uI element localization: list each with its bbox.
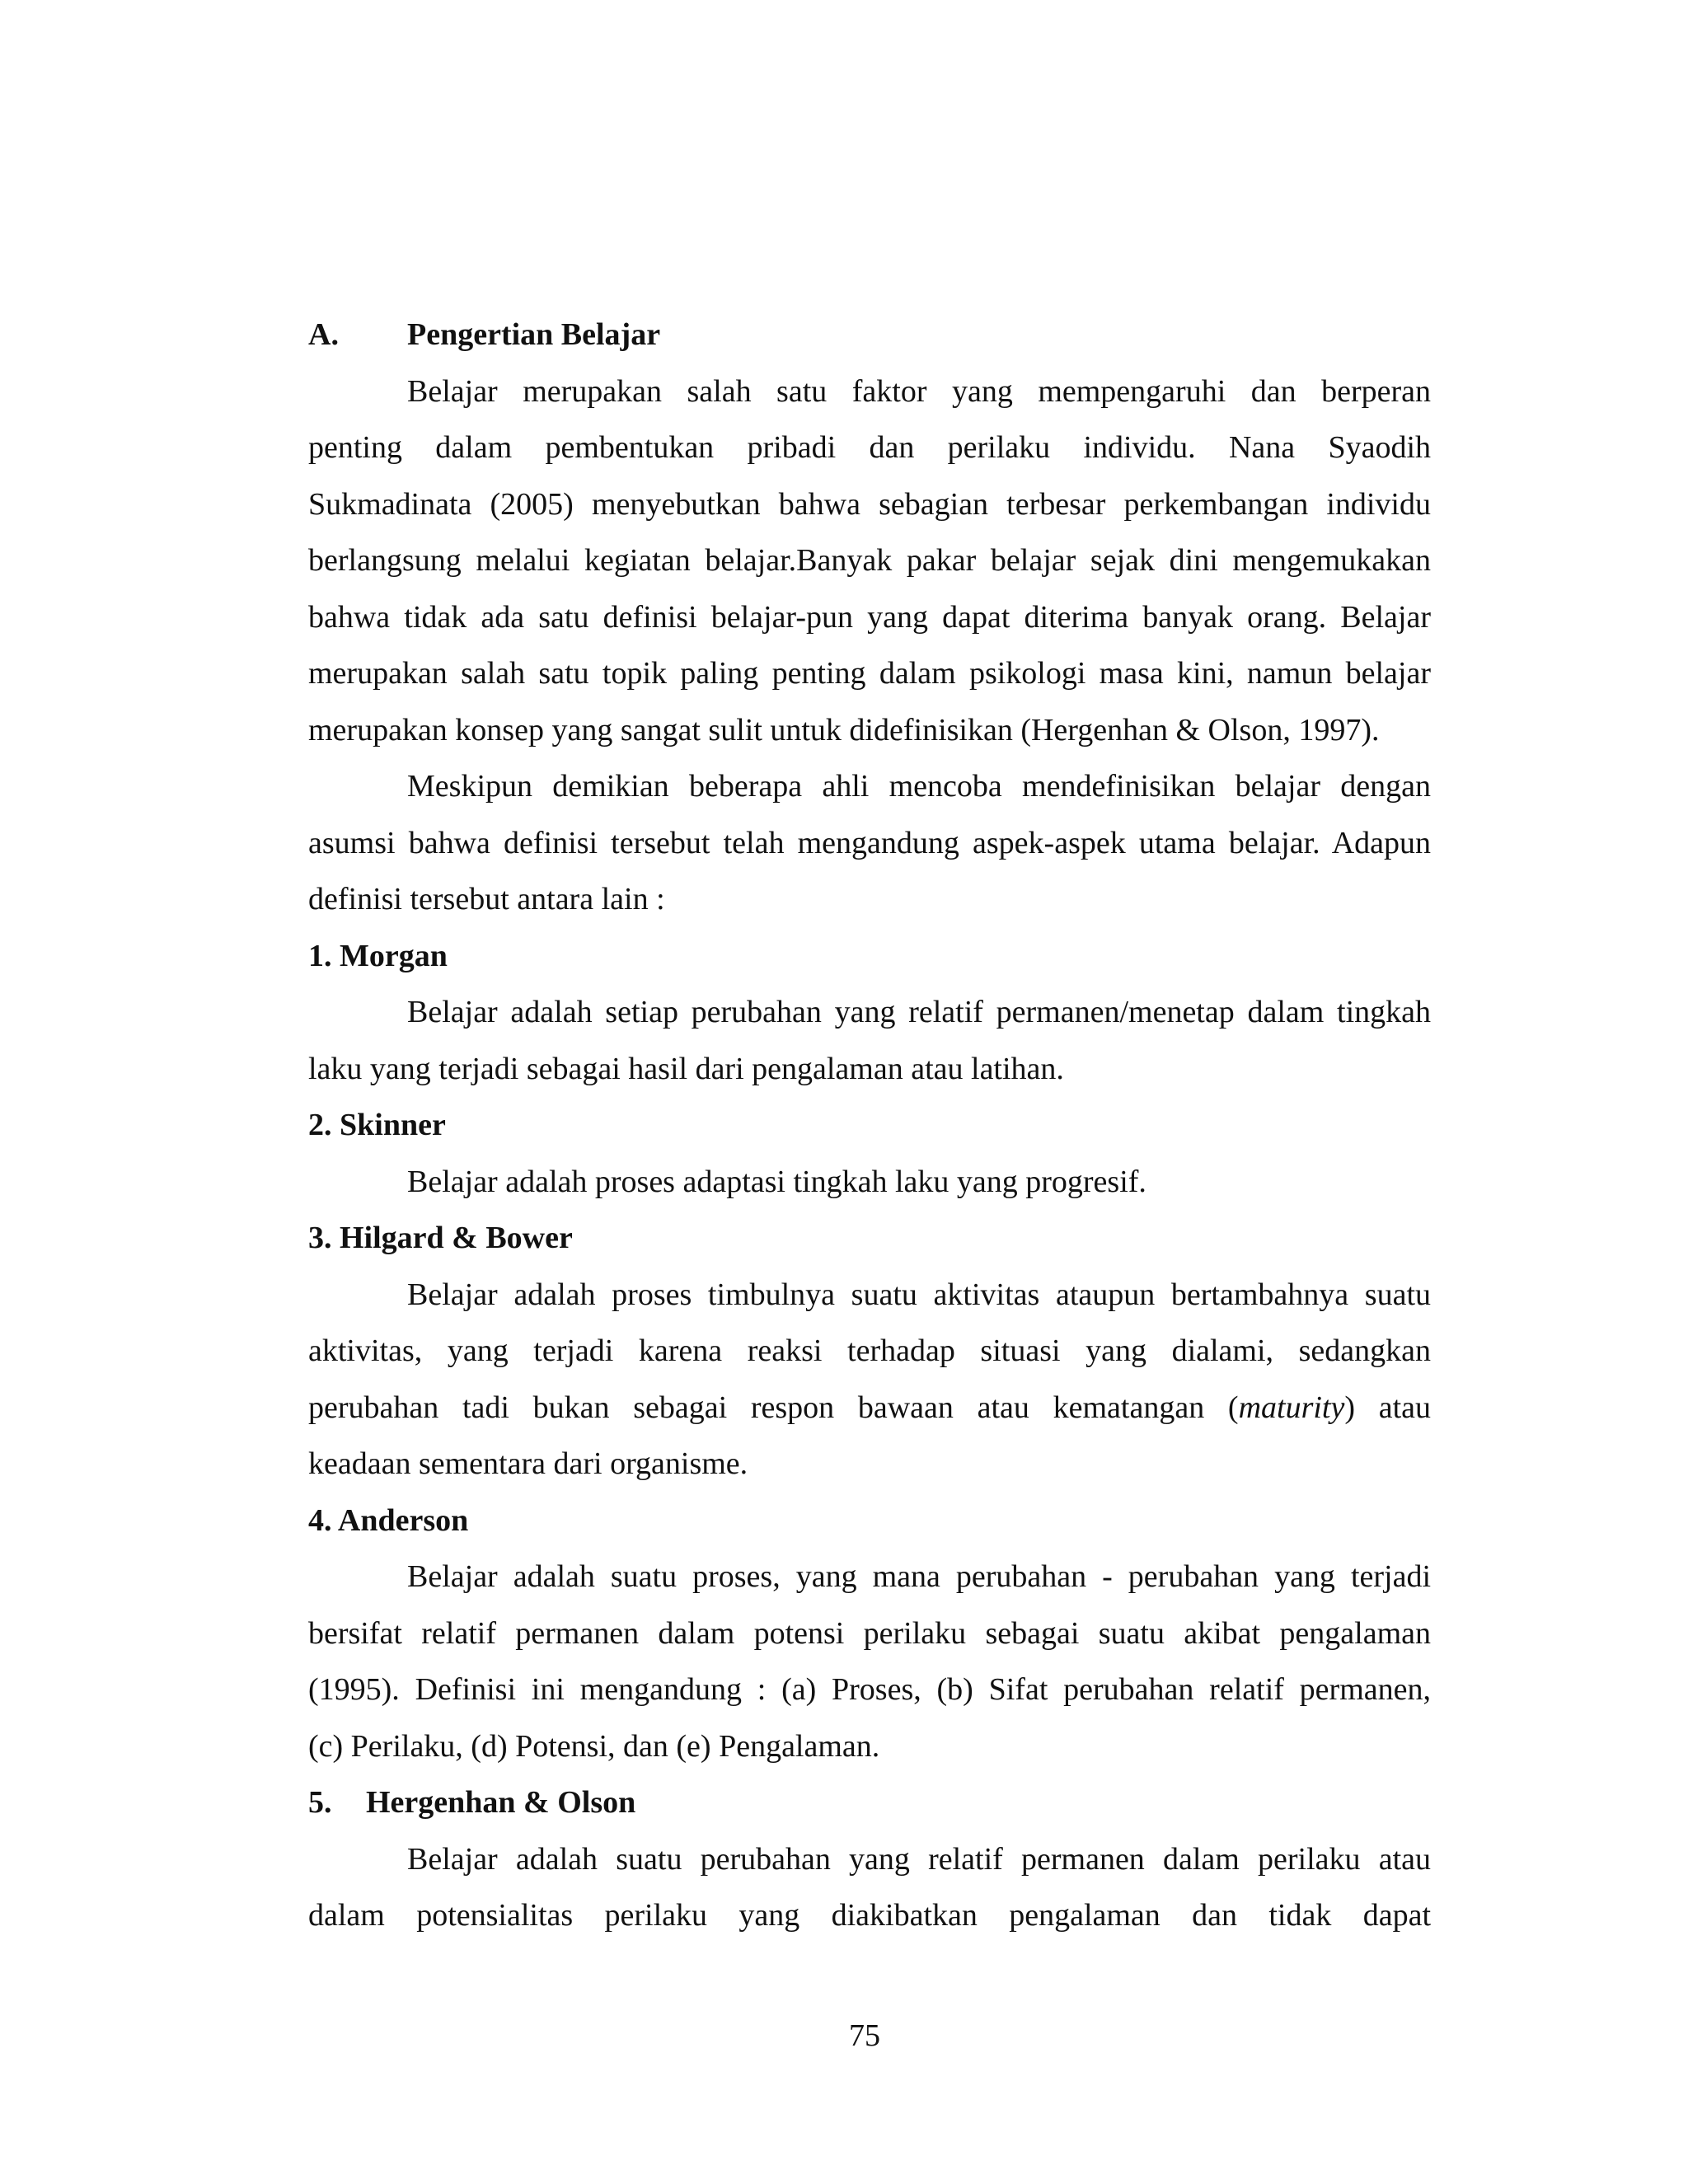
intro-line-7: merupakan konsep yang sangat sulit untuk didefinisikan (Hergenhan & Olson, 1997).	[308, 712, 1380, 748]
definition-skinner-line-1: Belajar adalah proses adaptasi tingkah laku yang progresif.	[407, 1164, 1146, 1199]
definition-5-number: 5.	[308, 1785, 332, 1820]
section-heading	[308, 307, 1431, 363]
document-page	[308, 307, 1431, 1944]
definition-anderson-line-3: (1995). Definisi ini mengandung : (a) Proses, (b) Sifat perubahan relatif permanen,	[308, 1672, 1431, 1707]
definition-hilgard-line-3-post: ) atau	[1344, 1390, 1431, 1425]
definition-hergenhan-line-1: Belajar adalah suatu perubahan yang relatif permanen dalam perilaku atau	[407, 1841, 1431, 1877]
intro-line-5: bahwa tidak ada satu definisi belajar-pun yang dapat diterima banyak orang. Belajar	[308, 599, 1431, 635]
definition-heading-skinner: 2. Skinner	[308, 1108, 446, 1142]
definition-heading-hergenhan-olson	[308, 1774, 1431, 1831]
definition-hilgard-line-4: keadaan sementara dari organisme.	[308, 1446, 748, 1481]
definition-5-name: Hergenhan & Olson	[366, 1785, 636, 1820]
intro-line-2: penting dalam pembentukan pribadi dan perilaku individu. Nana Syaodih	[308, 430, 1431, 465]
definition-heading-hilgard-bower: 3. Hilgard & Bower	[308, 1221, 573, 1255]
intro-line-3: Sukmadinata (2005) menyebutkan bahwa sebagian terbesar perkembangan individu	[308, 486, 1431, 522]
definition-hilgard-line-2: aktivitas, yang terjadi karena reaksi terhadap situasi yang dialami, sedangkan	[308, 1333, 1431, 1368]
section-title: Pengertian Belajar	[407, 317, 661, 352]
para2-line-3: definisi tersebut antara lain :	[308, 882, 665, 916]
definition-anderson-line-1: Belajar adalah suatu proses, yang mana perubahan - perubahan yang terjadi	[407, 1559, 1431, 1594]
intro-line-1: Belajar merupakan salah satu faktor yang mempengaruhi dan berperan	[407, 373, 1431, 409]
definition-hilgard-line-3	[308, 1380, 1431, 1436]
para2-line-2: asumsi bahwa definisi tersebut telah mengandung aspek-aspek utama belajar. Adapun	[308, 825, 1431, 860]
section-number: A.	[308, 317, 339, 352]
definition-hilgard-line-1: Belajar adalah proses timbulnya suatu aktivitas ataupun bertambahnya suatu	[407, 1277, 1431, 1312]
page-number: 75	[849, 2018, 880, 2053]
definition-morgan-line-1: Belajar adalah setiap perubahan yang relatif permanen/menetap dalam tingkah	[407, 995, 1431, 1029]
definition-anderson-line-2: bersifat relatif permanen dalam potensi perilaku sebagai suatu akibat pengalaman	[308, 1615, 1431, 1651]
intro-line-4: berlangsung melalui kegiatan belajar.Banyak pakar belajar sejak dini mengemukakan	[308, 543, 1431, 578]
maturity-term: maturity	[1238, 1390, 1345, 1425]
definition-anderson-line-4: (c) Perilaku, (d) Potensi, dan (e) Pengalaman.	[308, 1728, 880, 1764]
definition-heading-anderson: 4. Anderson	[308, 1502, 469, 1538]
definition-hilgard-line-3-pre: perubahan tadi bukan sebagai respon bawaan atau kematangan (	[308, 1390, 1239, 1425]
definition-heading-morgan: 1. Morgan	[308, 938, 448, 973]
definition-morgan-line-2: laku yang terjadi sebagai hasil dari pengalaman atau latihan.	[308, 1051, 1064, 1086]
intro-line-6: merupakan salah satu topik paling penting dalam psikologi masa kini, namun belajar	[308, 656, 1431, 691]
definition-hergenhan-line-2: dalam potensialitas perilaku yang diakibatkan pengalaman dan tidak dapat	[308, 1898, 1431, 1933]
para2-line-1: Meskipun demikian beberapa ahli mencoba mendefinisikan belajar dengan	[407, 769, 1431, 804]
